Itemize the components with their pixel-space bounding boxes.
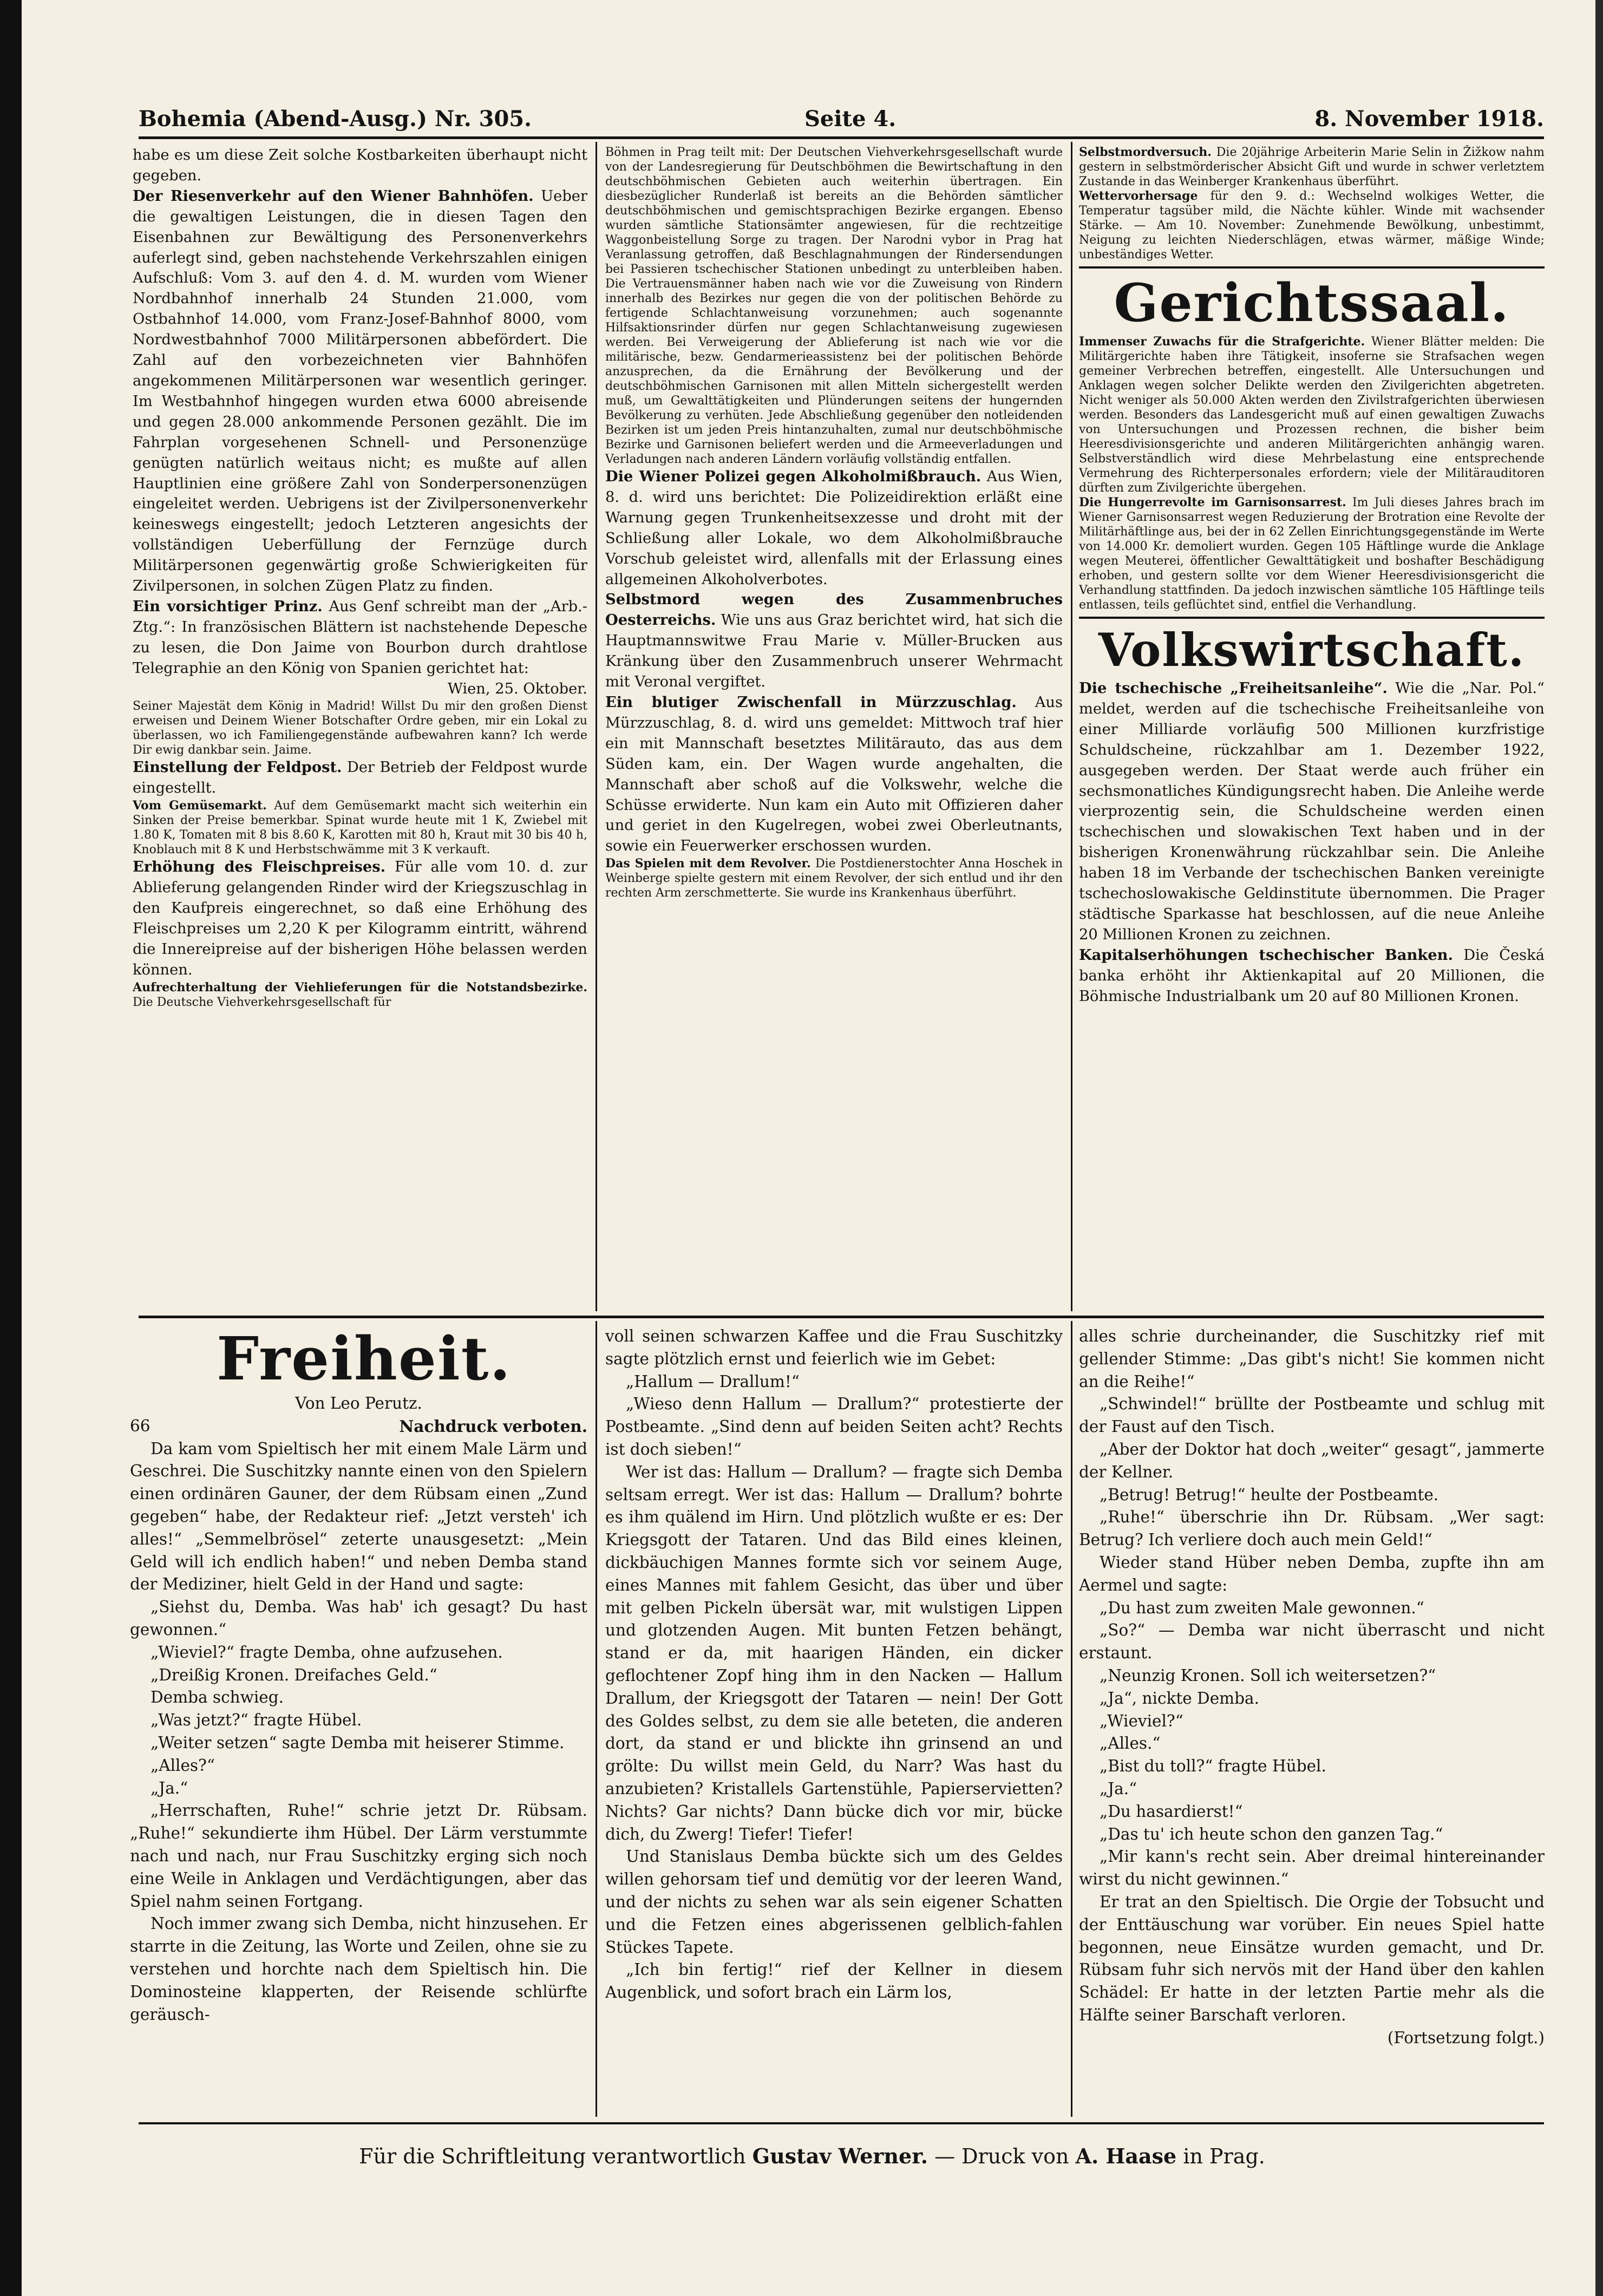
feuilleton-column-2 [605,1325,1063,2118]
story-paragraph: Noch immer zwang sich Demba, nicht hinzusehen. Er starrte in die Zeitung, las Worte und Zeilen, ohne sie zu verstehen und horchte nach dem Spieltisch hin. Die Dominosteine klapperten, der Reisende schlürfte geräusch- [130,1914,587,2024]
feuilleton-author: Von Leo Perutz. [295,1394,422,1412]
story-paragraph: „Was jetzt?“ fragte Hübel. [151,1711,362,1730]
article-headline: Der Riesenverkehr auf den Wiener Bahnhöfen. [133,187,534,205]
story-paragraph: „Hallum — Drallum!“ [626,1372,800,1391]
story-paragraph: „Bist du toll?“ fragte Hübel. [1100,1757,1326,1776]
article-text: Auf dem Gemüsemarkt macht sich weiterhin ein Sinken der Preise bemerkbar. Spinat wurde heute mit 1 K, Zwiebel mit 1.80 K, Tomaten mit 8 bis 8.60 K, Karotten mit 80 h, Kraut mit 30 bis 40 h, Knoblauch mit 8 K und Herbstschwämme mit 3 K verkauft. [133,799,587,857]
story-paragraph: „Das tu' ich heute schon den ganzen Tag.“ [1100,1824,1443,1843]
story-paragraph: „Ja.“ [151,1778,188,1797]
story-paragraph: „Betrug! Betrug!“ heulte der Postbeamte. [1100,1485,1439,1504]
story-paragraph: „Siehst du, Demba. Was hab' ich gesagt? Du hast gewonnen.“ [130,1598,587,1639]
telegram-text: Seiner Majestät dem König in Madrid! Willst Du mir den großen Dienst erweisen und Deinem Wiener Botschafter Ordre geben, mir ein Lokal zu überlassen, wo ich Familiengegenstände aufbewahren kann? Ich werde Dir ewig dankbar sein. Jaime. [133,699,587,757]
imprint-line [352,2144,1272,2172]
news-column-2 [605,145,1063,1312]
scan-edge-right [1595,0,1603,2296]
article-headline: Ein blutiger Zwischenfall in Mürzzuschlag. [605,693,1017,711]
column-rule [1071,142,1072,1311]
article-headline: Selbstmord wegen des Zusammenbruches Oesterreichs. [605,591,1063,629]
header-rule [139,136,1544,139]
article-text: habe es um diese Zeit solche Kostbarkeiten überhaupt nicht gegeben. [133,147,587,184]
reprint-notice: Nachdruck verboten. [399,1416,587,1436]
header-masthead: Bohemia (Abend-Ausg.) Nr. 305. [139,106,532,132]
article-headline: Erhöhung des Fleischpreises. [133,858,386,876]
feuilleton-column-3 [1079,1325,1545,2118]
imprint-text: — Druck von [934,2144,1069,2168]
imprint-text: Für die Schriftleitung verantwortlich [359,2144,746,2168]
section-title-gerichtssaal: Gerichtssaal. [1114,272,1510,333]
feuilleton-rule [139,1316,1544,1318]
telegram-dateline: Wien, 25. Oktober. [447,680,587,697]
story-paragraph: Und Stanislaus Demba bückte sich um des Geldes willen gehorsam tief und demütig vor der leeren Wand, und der nichts zu sehen war als sein eigener Schatten und die Fetzen eines abgerissenen gelblich-fahlen Stückes Tapete. [605,1847,1063,1957]
story-paragraph: „So?“ — Demba war nicht überrascht und nicht erstaunt. [1079,1621,1545,1663]
imprint-editor: Gustav Werner. [752,2144,928,2168]
article-headline: Selbstmordversuch. [1079,145,1212,159]
story-paragraph: „Weiter setzen“ sagte Demba mit heiserer Stimme. [151,1733,565,1752]
story-paragraph: „Aber der Doktor hat doch „weiter“ gesagt“, jammerte der Kellner. [1079,1440,1545,1481]
column-rule [1071,1321,1072,2117]
article-headline: Wettervorhersage [1079,189,1198,203]
article-headline: Das Spielen mit dem Revolver. [605,856,811,871]
column-rule [596,1321,597,2117]
story-paragraph: „Neunzig Kronen. Soll ich weitersetzen?“ [1100,1666,1436,1685]
installment-number: 66 [130,1416,151,1435]
article-headline: Die tschechische „Freiheitsanleihe“. [1079,679,1388,697]
scan-edge-left [0,0,22,2296]
story-paragraph: „Dreißig Kronen. Dreifaches Geld.“ [151,1665,437,1684]
story-paragraph: „Alles?“ [151,1756,215,1775]
article-text: Im Juli dieses Jahres brach im Wiener Garnisonsarrest wegen Reduzierung der Brotration eine Revolte der Militärhäftlinge aus, bei der in 62 Zellen Einrichtungsgegenstände im Werte von 14.000 Kr. demoliert wurden. Gegen 105 Häftlinge wurde die Anklage wegen Meuterei, öffentlicher Gewalttätigkeit und boshafter Beschädigung erhoben, und gestern sollte vor dem Wiener Heeresdivisionsgericht die Verhandlung stattfinden. Da jedoch inzwischen sämtliche 105 Häftlinge teils entlassen, teils geflüchtet sind, entfiel die Verhandlung. [1079,496,1545,612]
section-title-volkswirtschaft: Volkswirtschaft. [1098,623,1526,677]
article-headline: Die Hungerrevolte im Garnisonsarrest. [1079,495,1346,509]
article-text: Für alle vom 10. d. zur Ablieferung gelangenden Rinder wird der Kriegszuschlag in den Kaufpreis eingerechnet, so daß eine Erhöhung des Fleischpreises um 2,20 K per Kilogramm eintritt, während die Innereipreise auf der bisherigen Höhe belassen werden können. [133,859,587,978]
feuilleton-title: Freiheit. [217,1325,512,1394]
article-headline: Aufrechterhaltung der Viehlieferungen für die Notstandsbezirke. [133,980,587,995]
story-paragraph: „Wieviel?“ [1100,1711,1183,1730]
article-text: für den 9. d.: Wechselnd wolkiges Wetter, die Temperatur tagsüber mild, die Nächte kühler. Winde mit wachsender Stärke. — Am 10. November: Zunehmende Bewölkung, unbestimmt, Neigung zu leichten Niederschlägen, etwas wärmer, mäßige Winde; unbeständiges Wetter. [1079,189,1545,261]
article-text: Der Betrieb der Feldpost wurde eingestellt. [133,759,587,797]
article-text: Wie die „Nar. Pol.“ meldet, werden auf die tschechische Freiheitsanleihe von einer Milliarde vorläufig 500 Millionen kurzfristige Schuldscheine, rückzahlbar am 1. Dezember 1922, ausgegeben werden. Der Staat werde auch früher ein sechsmonatliches Kündigungsrecht haben. Die Anleihe werde vierprozentig sein, die Schuldscheine werden einen tschechischen und slowakischen Text haben und in der bisherigen Kronenwährung rückzahlbar sein. Die Anleihe haben 18 im Verbande der tschechischen Banken vereinigte tschechoslowakische Geldinstitute übernommen. Die Prager städtische Sparkasse hat beschlossen, auf die neue Anleihe 20 Millionen Kronen zu zeichnen. [1079,680,1545,943]
article-headline: Immenser Zuwachs für die Strafgerichte. [1079,335,1365,349]
story-paragraph: „Ruhe!“ überschrie ihn Dr. Rübsam. „Wer sagt: Betrug? Ich verliere doch auch mein Geld!“ [1079,1508,1545,1549]
story-paragraph: „Wieviel?“ fragte Demba, ohne aufzusehen. [151,1643,503,1662]
article-headline: Die Wiener Polizei gegen Alkoholmißbrauch. [605,468,982,485]
section-rule [1079,617,1545,619]
article-text: Die Deutsche Viehverkehrsgesellschaft für [133,995,391,1009]
story-paragraph: voll seinen schwarzen Kaffee und die Frau Suschitzky sagte plötzlich ernst und feierlich wie im Gebet: [605,1327,1063,1368]
story-paragraph: alles schrie durcheinander, die Suschitzky rief mit gellender Stimme: „Das gibt's nicht! Sie kommen nicht an die Reihe!“ [1079,1327,1545,1391]
header-page-number: Seite 4. [804,106,897,132]
story-paragraph: „Wieso denn Hallum — Drallum?“ protestierte der Postbeamte. „Sind denn auf beiden Seiten acht? Rechts ist doch sieben!“ [605,1395,1063,1458]
feuilleton-column-1 [130,1325,587,2118]
story-paragraph: „Alles.“ [1100,1734,1161,1753]
article-text: Aus Mürzzuschlag, 8. d. wird uns gemeldet: Mittwoch traf hier ein mit Mannschaft besetztes Militärauto, das aus dem Süden kam, ein. Der Wagen wurde angehalten, die Mannschaft aber schoß auf die Volkswehr, welche die Schüsse erwiderte. Nun kam ein Auto mit Offizieren daher und geriet in den Kugelregen, wobei zwei Oberleutnants, sowie ein Feuerwerker erschossen wurden. [605,694,1063,855]
article-headline: Ein vorsichtiger Prinz. [133,597,323,615]
article-headline: Kapitalserhöhungen tschechischer Banken. [1079,946,1454,964]
article-headline: Vom Gemüsemarkt. [133,799,267,813]
story-paragraph: „Ja.“ [1100,1779,1137,1798]
article-text: Böhmen in Prag teilt mit: Der Deutschen Viehverkehrsgesellschaft wurde von der Landesregierung für Deutschböhmen die Bewirtschaftung in den deutschböhmischen Gebieten auch weiterhin übertragen. Ein diesbezüglicher Runderlaß ist bereits an die Behörden sämtlicher deutschböhmischen und gemischtsprachigen Bezirke ergangen. Ebenso wurden sämtliche Stationsämter angewiesen, für die rechtzeitige Waggonbeistellung Sorge zu tragen. Der Narodni vybor in Prag hat Veranlassung getroffen, daß Beschlagnahmungen der Rindersendungen bei Passieren tschechischer Stationen unbedingt zu unterbleiben haben. Die Vertrauensmänner haben nach wie vor die Zuweisung von Rindern innerhalb des Bezirkes nur gegen die von der politischen Behörde zu fertigende Schlachtanweisung vorzunehmen; auch sogenannte Hilfsaktionsrinder dürfen nur gegen Schlachtanweisung zugewiesen werden. Bei Verweigerung der Ablieferung ist nach wie vor die militärische, bezw. Gendarmerieassistenz bei der politischen Behörde anzusprechen, da die Ernährung der Bevölkerung und der deutschböhmischen Garnisonen mit allen Mitteln sichergestellt werden muß, um Gewalttätigkeiten und Plünderungen seitens der hungernden Bevölkerung zu verhüten. Jede Abschließung gegenüber den notleidenden Bezirken ist um jeden Preis hintanzuhalten, zumal nur deutschböhmische Bezirke und Garnisonen beliefert werden und die Armeeverladungen und Verladungen nach anderen Ländern vorläufig vollständig entfallen. [605,146,1063,466]
story-paragraph: „Ja“, nickte Demba. [1100,1689,1259,1708]
article-text: Ueber die gewaltigen Leistungen, die in diesen Tagen den Eisenbahnen zur Bewältigung des Personenverkehrs auferlegt sind, geben nachstehende Verkehrszahlen einigen Aufschluß: Vom 3. auf den 4. d. M. wurden vom Wiener Nordbahnhof innerhalb 24 Stunden 21.000, vom Ostbahnhof 14.000, vom Franz-Josef-Bahnhof 8000, vom Nordwestbahnhof 7000 Militärpersonen abbefördert. Die Zahl auf den vorbezeichneten vier Bahnhöfen angekommenen Militärpersonen war wesentlich geringer. Im Westbahnhof hingegen wurden etwa 6000 abreisende und gegen 28.000 ankommende Personen gezählt. Die im Fahrplan vorgesehenen Schnell- und Personenzüge genügten natürlich weitaus nicht; es mußte auf allen Hauptlinien eine größere Zahl von Sonderpersonenzügen eingeleitet werden. Uebrigens ist der Zivilpersonenverkehr keineswegs eingestellt; jedoch Letzteren angesichts der vollständigen Ueberfüllung der Fernzüge durch Militärpersonen gegenwärtig große Schwierigkeiten für Zivilpersonen, in solchen Zügen Platz zu finden. [133,187,587,595]
story-paragraph: Er trat an den Spieltisch. Die Orgie der Tobsucht und der Enttäuschung war vorüber. Ein neues Spiel hatte begonnen, neue Einsätze wurden gemacht, und Dr. Rübsam fuhr sich nervös mit der Hand über den kahlen Schädel: Er hatte in der letzten Partie mehr als die Hälfte seiner Barschaft verloren. [1079,1892,1545,2024]
column-rule [596,142,597,1311]
page-header [139,106,1544,133]
article-text: Die Česká banka erhöht ihr Aktienkapital auf 20 Millionen, die Böhmische Industrialbank um 20 auf 80 Millionen Kronen. [1079,946,1545,1005]
story-paragraph: Wer ist das: Hallum — Drallum? — fragte sich Demba seltsam erregt. Wer ist das: Hallum — Drallum? bohrte es ihm quälend im Hirn. Und plötzlich wußte er es: Der Kriegsgott der Tataren. Und das Bild eines kleinen, dickbäuchigen Mannes formte sich vor seinem Auge, eines Mannes mit fahlem Gesicht, das über und über mit gelben Pickeln übersät war, mit wulstigen Lippen und glotzenden Augen. Mit bunten Fetzen behängt, stand er da, mit haarigen Händen, ein dicker geflochtener Zopf hing ihm in den Nacken — Hallum Drallum, der Kriegsgott der Tataren — nein! Der Gott des Goldes selbst, zu dem sie alle beteten, die anderen dort, da stand er und blickte ihn grinsend an und grölte: Du willst mein Geld, du Narr? Was hast du anzubieten? Kristallels Gartenstühle, Papierservietten? Nichts? Gar nichts? Dann bücke dich vor mir, bücke dich, du Zwerg! Tiefer! Tiefer! [605,1462,1063,1843]
imprint-text: in Prag. [1183,2144,1265,2168]
footer-rule [139,2122,1544,2124]
article-text: Die 20jährige Arbeiterin Marie Selin in Žižkow nahm gestern in selbstmörderischer Absicht Gift und wurde in schwer verletztem Zustande in das Weinberger Krankenhaus überführt. [1079,146,1545,188]
story-paragraph: „Herrschaften, Ruhe!“ schrie jetzt Dr. Rübsam. „Ruhe!“ sekundierte ihm Hübel. Der Lärm verstummte nach und nach, nur Frau Suschitzky erging sich noch eine Weile in Anklagen und Verdächtigungen, aber das Spiel nahm seinen Fortgang. [130,1801,587,1911]
article-headline: Einstellung der Feldpost. [133,758,342,776]
news-column-1 [133,145,587,1312]
section-rule [1079,266,1545,269]
story-paragraph: „Mir kann's recht sein. Aber dreimal hintereinander wirst du nicht gewinnen.“ [1079,1847,1545,1889]
continuation-notice: (Fortsetzung folgt.) [1387,2028,1545,2047]
story-paragraph: „Du hasardierst!“ [1100,1802,1243,1821]
story-paragraph: „Du hast zum zweiten Male gewonnen.“ [1100,1598,1424,1617]
imprint-printer: A. Haase [1075,2144,1177,2168]
article-text: Aus Genf schreibt man der „Arb.-Ztg.“: In französischen Blättern ist nachstehende Depesche zu lesen, die Don Jaime von Bourbon durch drahtlose Telegraphie an den König von Spanien gerichtet hat: [133,598,587,677]
article-text: Aus Wien, 8. d. wird uns berichtet: Die Polizeidirektion erläßt eine Warnung gegen Trunkenheitsexzesse und droht mit der Schließung aller Lokale, wo dem Alkoholmißbrauche Vorschub geleistet wird, allenfalls mit der Erlassung eines allgemeinen Alkoholverbotes. [605,468,1063,588]
story-paragraph: Demba schwieg. [151,1688,284,1707]
header-date: 8. November 1918. [1314,106,1544,132]
story-paragraph: „Schwindel!“ brüllte der Postbeamte und schlug mit der Faust auf den Tisch. [1079,1395,1545,1436]
story-paragraph: Da kam vom Spieltisch her mit einem Male Lärm und Geschrei. Die Suschitzky nannte einen von den Spielern einen ordinären Gauner, der dem Rübsam einen „Zund gegeben“ habe, der Redakteur rief: „Jetzt versteh' ich alles!“ „Semmelbrösel“ zeterte unausgesetzt: „Mein Geld will ich endlich haben!“ und neben Demba stand der Mediziner, hielt Geld in der Hand und sagte: [130,1439,587,1594]
story-paragraph: „Ich bin fertig!“ rief der Kellner in diesem Augenblick, und sofort brach ein Lärm los, [605,1960,1063,2002]
article-text: Wie uns aus Graz berichtet wird, hat sich die Hauptmannswitwe Frau Marie v. Müller-Brucken aus Kränkung über den Zusammenbruch unserer Wehrmacht mit Veronal vergiftet. [605,612,1063,691]
news-column-3 [1079,145,1545,1312]
story-paragraph: Wieder stand Hüber neben Demba, zupfte ihn am Aermel und sagte: [1079,1553,1545,1594]
article-text: Die Postdienerstochter Anna Hoschek in Weinberge spielte gestern mit einem Revolver, der sich entlud und ihr den rechten Arm zerschmetterte. Sie wurde ins Krankenhaus überführt. [605,857,1063,900]
article-text: Wiener Blätter melden: Die Militärgerichte haben ihre Tätigkeit, insoferne sie Strafsachen wegen gemeiner Verbrechen betreffen, eingestellt. Alle Untersuchungen und Anklagen wegen solcher Delikte werden den Zivilgerichten abgetreten. Nicht weniger als 50.000 Akten werden den Zivilstrafgerichten überwiesen werden. Besonders das Landesgericht muß auf einen gewaltigen Zuwachs von Untersuchungen und Prozessen rechnen, die bisher beim Heeresdivisionsgerichte und anderen Militärgerichten anhängig waren. Selbstverständlich wird diese Mehrbelastung eine entsprechende Vermehrung des Richterpersonales erfordern; viele der Militärauditoren dürften zum Zivilgerichte übergehen. [1079,335,1545,495]
